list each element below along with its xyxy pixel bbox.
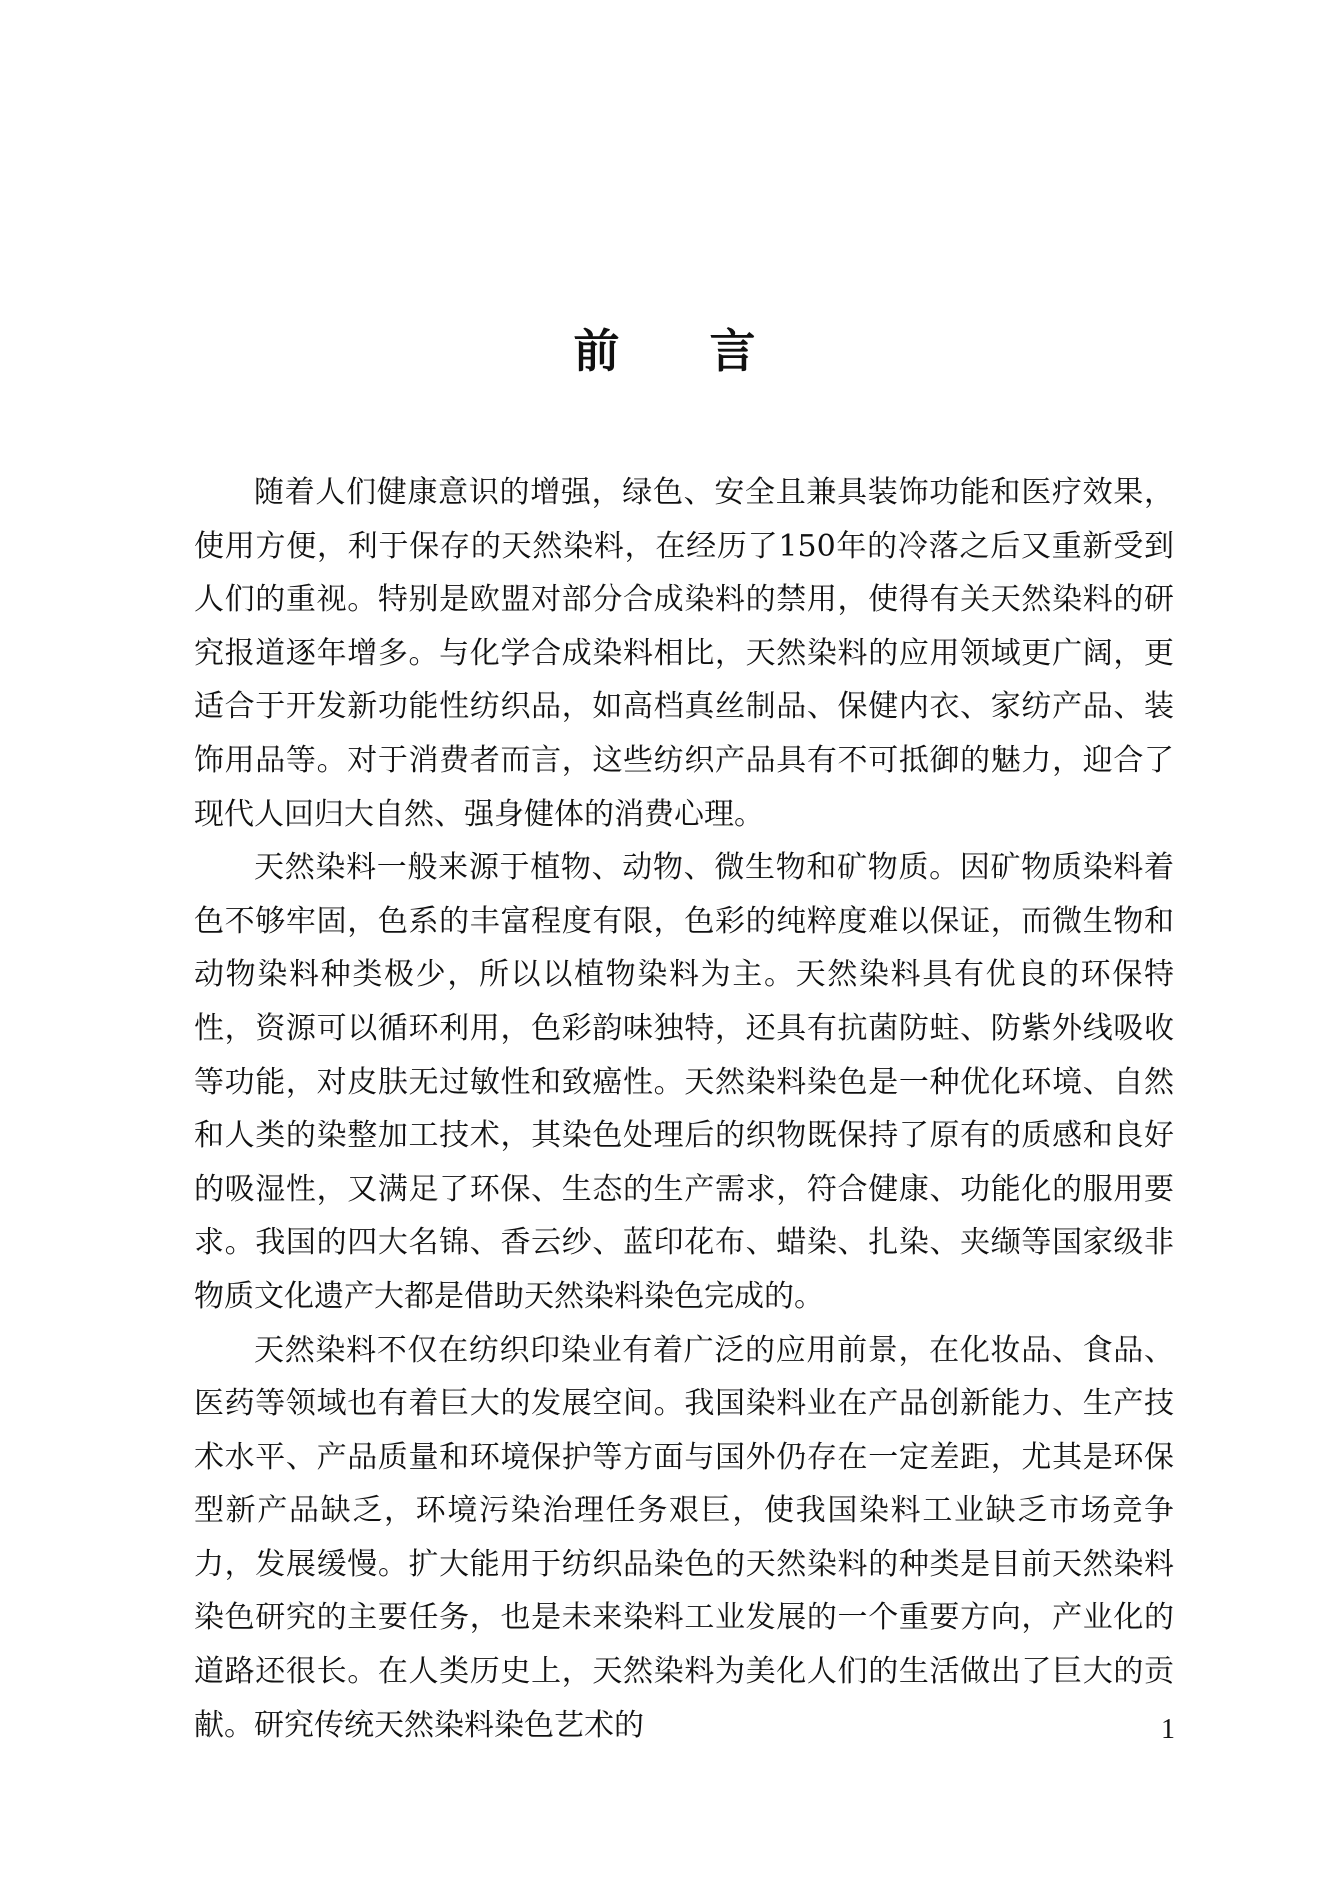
paragraph-3: 天然染料不仅在纺织印染业有着广泛的应用前景，在化妆品、食品、医药等领域也有着巨大的发展空间。我国染料业在产品创新能力、生产技术水平、产品质量和环境保护等方面与国外仍存在一定差距，尤其是环保型新产品缺乏，环境污染治理任务艰巨，使我国染料工业缺乏市场竞争力，发展缓慢。扩大能用于纺织品染色的天然染料的种类是目前天然染料染色研究的主要任务，也是未来染料工业发展的一个重要方向，产业化的道路还很长。在人类历史上，天然染料为美化人们的生活做出了巨大的贡献。研究传统天然染料染色艺术的 xyxy=(194,1332,1174,1743)
page-number: 1 xyxy=(1161,1714,1175,1745)
paragraph-2: 天然染料一般来源于植物、动物、微生物和矿物质。因矿物质染料着色不够牢固，色系的丰富程度有限，色彩的纯粹度难以保证，而微生物和动物染料种类极少，所以以植物染料为主。天然染料具有优良的环保特性，资源可以循环利用，色彩韵味独特，还具有抗菌防蛀、防紫外线吸收等功能，对皮肤无过敏性和致癌性。天然染料染色是一种优化环境、自然和人类的染整加工技术，其染色处理后的织物既保持了原有的质感和良好的吸湿性，又满足了环保、生态的生产需求，符合健康、功能化的服用要求。我国的四大名锦、香云纱、蓝印花布、蜡染、扎染、夹缬等国家级非物质文化遗产大都是借助天然染料染色完成的。 xyxy=(194,850,1174,1314)
title-char-2: 言 xyxy=(709,323,758,378)
page-title xyxy=(0,319,1331,383)
paragraph-1: 随着人们健康意识的增强，绿色、安全且兼具装饰功能和医疗效果，使用方便，利于保存的天然染料，在经历了150年的冷落之后又重新受到人们的重视。特别是欧盟对部分合成染料的禁用，使得有关天然染料的研究报道逐年增多。与化学合成染料相比，天然染料的应用领域更广阔，更适合于开发新功能性纺织品，如高档真丝制品、保健内衣、家纺产品、装饰用品等。对于消费者而言，这些纺织产品具有不可抵御的魅力，迎合了现代人回归大自然、强身健体的消费心理。 xyxy=(194,475,1174,832)
body-text xyxy=(194,466,1174,1752)
title-char-1: 前 xyxy=(573,323,622,378)
